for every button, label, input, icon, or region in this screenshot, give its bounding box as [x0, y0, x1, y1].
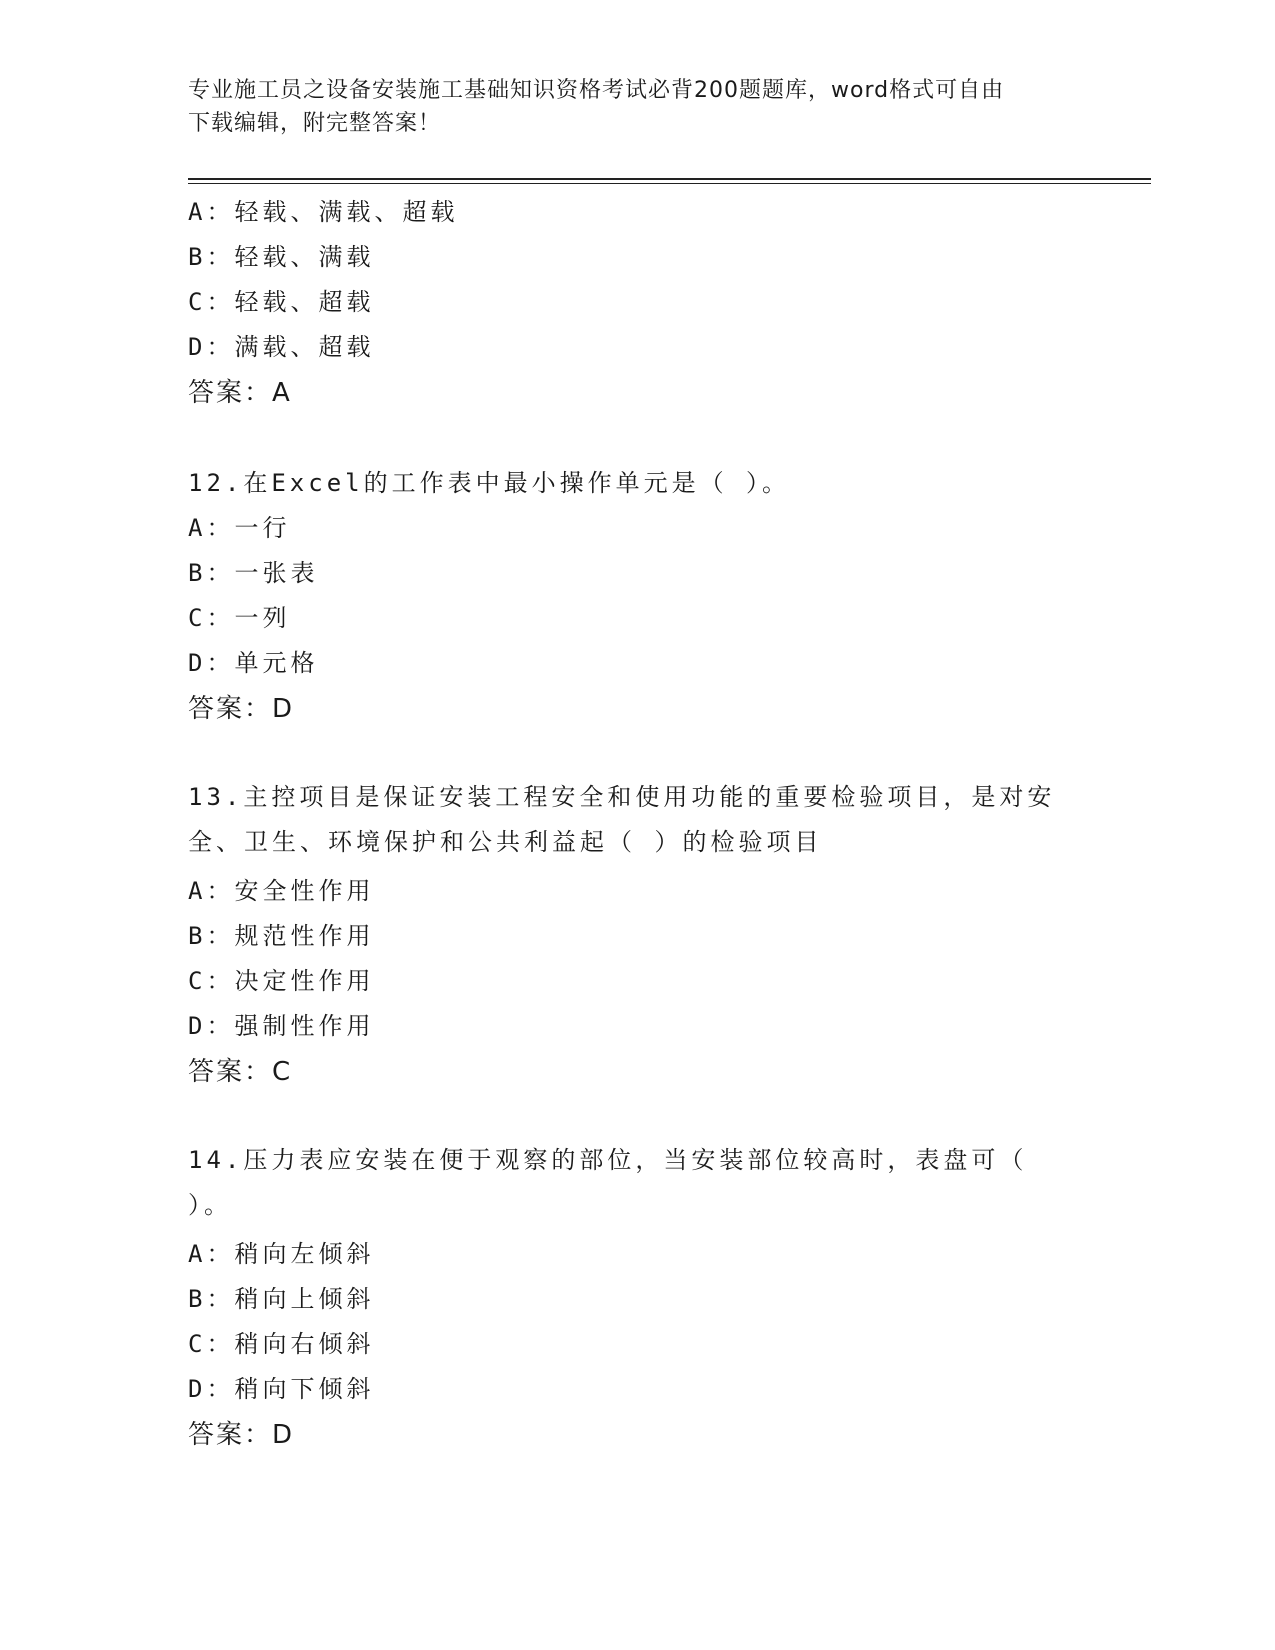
q11-option-b: B：轻载、满载: [188, 243, 375, 271]
q11-option-a: A：轻载、满载、超载: [188, 198, 459, 226]
q12-option-a: A：一行: [188, 514, 291, 542]
q12-option-c: C：一列: [188, 604, 291, 632]
header-line-2: 下载编辑，附完整答案！: [188, 111, 442, 136]
q11-option-c: C：轻载、超载: [188, 288, 375, 316]
q13-question: 13.主控项目是保证安装工程安全和使用功能的重要检验项目，是对安全、卫生、环境保护和公共利益起（ ）的检验项目: [188, 783, 1056, 856]
q14-option-d: D：稍向下倾斜: [188, 1375, 375, 1403]
q13-option-d: D：强制性作用: [188, 1012, 375, 1040]
document-header: [188, 74, 1088, 140]
q11-option-d: D：满载、超载: [188, 333, 375, 361]
q12-answer: 答案：D: [188, 694, 295, 724]
q12-question: 12.在Excel的工作表中最小操作单元是（ ）。: [188, 469, 791, 497]
q13-option-b: B：规范性作用: [188, 922, 375, 950]
q11-answer: 答案：A: [188, 378, 292, 408]
q13-option-c: C：决定性作用: [188, 967, 375, 995]
header-rule-thin: [188, 183, 1151, 184]
q13-answer: 答案：C: [188, 1057, 293, 1087]
header-rule-thick: [188, 178, 1151, 180]
q12-option-b: B：一张表: [188, 559, 319, 587]
q13-option-a: A：安全性作用: [188, 877, 375, 905]
q14-question: 14.压力表应安装在便于观察的部位，当安装部位较高时，表盘可（ ）。: [188, 1146, 1028, 1219]
header-line-1: 专业施工员之设备安装施工基础知识资格考试必背200题题库，word格式可自由: [188, 78, 1005, 103]
q14-answer: 答案：D: [188, 1420, 295, 1450]
q14-option-c: C：稍向右倾斜: [188, 1330, 375, 1358]
q12-option-d: D：单元格: [188, 649, 319, 677]
q14-option-b: B：稍向上倾斜: [188, 1285, 375, 1313]
q14-option-a: A：稍向左倾斜: [188, 1240, 375, 1268]
